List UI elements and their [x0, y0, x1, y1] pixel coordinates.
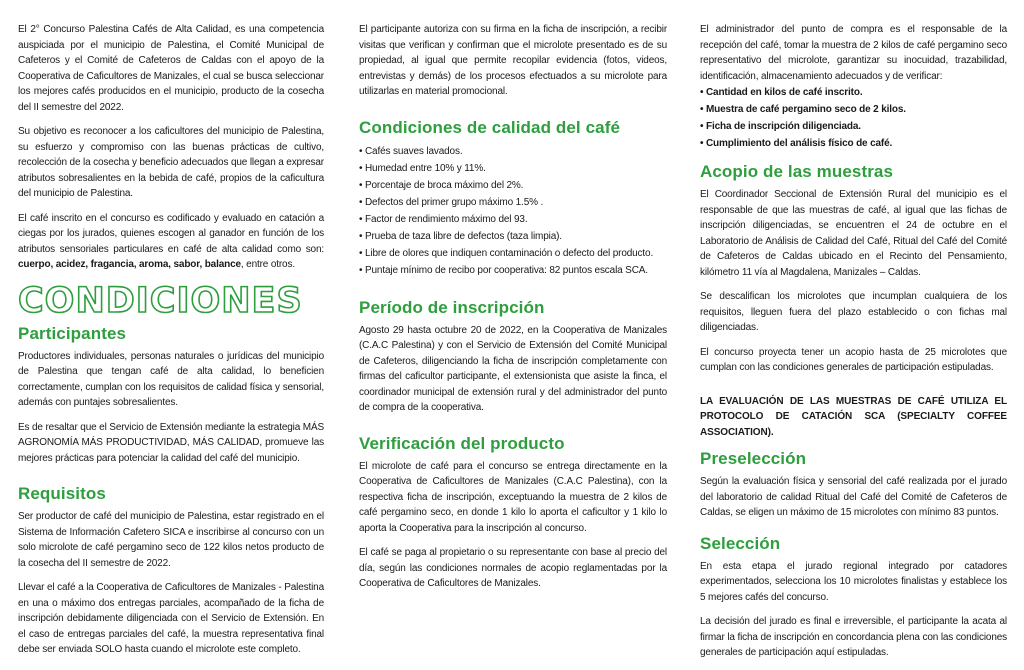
list-item: • Cumplimiento del análisis físico de café. — [700, 135, 1007, 152]
seleccion-heading: Selección — [700, 533, 781, 553]
list-item: • Cafés suaves lavados. — [359, 143, 667, 160]
column-left — [18, 22, 324, 667]
seleccion-paragraph-1: En esta etapa el jurado regional integrado por catadores experimentados, selecciona los 10 microlotes finalistas y establece los 5 mejores cafés del concurso. — [700, 560, 1007, 603]
autorizacion-paragraph: El participante autoriza con su firma en la ficha de inscripción, a recibir visitas que verifican y confirman que el microlote presentado es de su propiedad, al igual que permite recopilar evidencia (fotos, videos, entrevistas y demás) de los procesos efectuados a su microlote para utilizarlas en material promocional. — [359, 24, 667, 97]
list-item: • Ficha de inscripción diligenciada. — [700, 118, 1007, 135]
calidad-heading: Condiciones de calidad del café — [359, 117, 621, 137]
spacer — [359, 425, 667, 434]
preseleccion-paragraph: Según la evaluación física y sensorial del café realizada por el jurado del laboratorio de calidad Ritual del Café del Comité de Cafeteros de Caldas, se eligen un máximo de 15 microlotes con mínimo 83 puntos. — [700, 476, 1007, 518]
seleccion-paragraph-2: La decisión del jurado es final e irreversible, el participante la acata al firmar la ficha de inscripción en concordancia plena con las condiciones generales de participación aquí estipuladas. — [700, 616, 1007, 658]
periodo-heading: Período de inscripción — [359, 297, 545, 317]
list-item: • Libre de olores que indiquen contaminación o defecto del producto. — [359, 245, 667, 262]
list-item: • Puntaje mínimo de recibo por cooperativa: 82 puntos escala SCA. — [359, 262, 667, 279]
list-item: • Factor de rendimiento máximo del 93. — [359, 211, 667, 228]
verificacion-heading: Verificación del producto — [359, 433, 565, 453]
spacer — [700, 440, 1007, 449]
intro-paragraph: El 2° Concurso Palestina Cafés de Alta Calidad, es una competencia auspiciada por el municipio de Palestina, el Comité Municipal de Cafeteros y el Comité de Cafeteros de Caldas con el apoyo de la Cooperativa de Caficultores de Manizales, el cual se busca seleccionar los mejores cafés producidos en el municipio, producto de la cosecha del II semestre del 2022. — [18, 24, 324, 113]
acopio-paragraph-1: El Coordinador Seccional de Extensión Rural del municipio es el responsable de que las muestras de café, al igual que las fichas de inscripción diligenciadas, se encuentren el 24 de octubre en el Laboratorio de Análisis de Calidad del Café, Ritual del Café del Comité de Cafeteros de Caldas ubicado en el Recinto del Pensamiento, kilómetro 11 vía al Magdalena, Manizales – Caldas. — [700, 189, 1007, 278]
calidad-list — [359, 143, 667, 279]
column-middle — [359, 22, 667, 601]
participantes-paragraph-2: Es de resaltar que el Servicio de Extensión mediante la estrategia MÁS AGRONOMÍA MÁS PRODUCTIVIDAD, MÁS CALIDAD, promueve las mejores prácticas para potenciar la calidad del café del municipio. — [18, 421, 324, 464]
administrador-paragraph: El administrador del punto de compra es el responsable de la recepción del café, tomar la muestra de 2 kilos de café pergamino seco representativo del microlote, garantizar su inocuidad, trazabilidad, identificación, almacenamiento adecuados y de verificar: — [700, 24, 1007, 82]
verificar-list — [700, 84, 1007, 152]
preseleccion-heading: Preselección — [700, 449, 807, 468]
acopio-paragraph-2: Se descalifican los microlotes que incumplan cualquiera de los requisitos, lleguen fuera del plazo establecido o con fichas mal diligenciadas. — [700, 291, 1007, 333]
requisitos-heading: Requisitos — [18, 484, 106, 503]
list-item: • Porcentaje de broca máximo del 2%. — [359, 177, 667, 194]
requisitos-paragraph-2: Llevar el café a la Cooperativa de Caficultores de Manizales - Palestina en una o máximo dos entregas parciales, acompañado de la ficha de inscripción debidamente diligenciada con el Servicio de Extensión. En el caso de entregas parciales del café, la muestra representativa final debe ser enviada SOLO hasta cuando el microlote este completo. — [18, 582, 324, 655]
list-item: • Humedad entre 10% y 11%. — [359, 160, 667, 177]
acopio-paragraph-3: El concurso proyecta tener un acopio hasta de 25 microlotes que cumplan con las condiciones generales de participación estipuladas. — [700, 346, 1007, 373]
verificacion-paragraph-2: El café se paga al propietario o su representante con base al precio del día, según las condiciones normales de acopio reglamentadas por la Cooperativa de Caficultores de Manizales. — [359, 547, 667, 589]
objective-paragraph: Su objetivo es reconocer a los caficultores del municipio de Palestina, su esfuerzo y compromiso con las buenas prácticas de cultivo, recolección de la cosecha y beneficio adecuados que llegan a expresar atributos sobresalientes en la bebida de café, propios de la caficultura del municipio de Palestina. — [18, 126, 324, 199]
attributes-bold: cuerpo, acidez, fragancia, aroma, sabor, balance — [18, 259, 241, 270]
column-right — [700, 22, 1007, 670]
list-item: • Defectos del primer grupo máximo 1.5% . — [359, 194, 667, 211]
evaluation-end: , entre otros. — [240, 259, 295, 270]
spacer — [700, 385, 1007, 394]
list-item: • Prueba de taza libre de defectos (taza limpia). — [359, 228, 667, 245]
spacer — [359, 289, 667, 298]
periodo-paragraph: Agosto 29 hasta octubre 20 de 2022, en la Cooperativa de Manizales (C.A.C Palestina) y con el Servicio de Extensión del Comité Municipal de Cafeteros, diligenciando la ficha de inscripción completamente con firmas del caficultor participante, el extensionista que asiste la finca, el coordinador municipal de extensión rural y del administrador del punto de compra de la cooperativa. — [359, 324, 667, 413]
condiciones-title: CONDICIONES — [18, 280, 303, 321]
acopio-heading: Acopio de las muestras — [700, 162, 894, 181]
requisitos-paragraph-1: Ser productor de café del municipio de Palestina, estar registrado en el Sistema de Información Cafetero SICA e inscribirse al concurso con un solo microlote de café pergamino seco de 122 kilos netos producto de la cosecha del II semestre de 2022. — [18, 511, 324, 569]
spacer — [18, 475, 324, 484]
list-item: • Cantidad en kilos de café inscrito. — [700, 84, 1007, 101]
list-item: • Muestra de café pergamino seco de 2 kilos. — [700, 101, 1007, 118]
evaluation-text: El café inscrito en el concurso es codificado y evaluado en catación a ciegas por los jurados, quienes escogen al ganador en función de los atributos sensoriales particulares en café de alta calidad como son: — [18, 212, 324, 255]
protocolo-notice: LA EVALUACIÓN DE LAS MUESTRAS DE CAFÉ UTILIZA EL PROTOCOLO DE CATACIÓN SCA (SPECIALTY COFFEE ASSOCIATION). — [700, 395, 1007, 438]
verificacion-paragraph-1: El microlote de café para el concurso se entrega directamente en la Cooperativa de Caficultores de Manizales (C.A.C Palestina), con la respectiva ficha de inscripción, exceptuando la muestra de 2 kilos de café pergamino seco, en donde 1 kilo lo aporta el caficultor y 1 kilo lo aporta la Cooperativa para la inscripción al concurso. — [359, 460, 667, 534]
spacer — [359, 109, 667, 118]
participantes-heading: Participantes — [18, 323, 127, 343]
evaluation-paragraph — [18, 211, 324, 273]
participantes-paragraph-1: Productores individuales, personas naturales o jurídicas del municipio de Palestina que tengan café de alta calidad, lo beneficien correctamente, cumplan con los requisitos de calidad física y sensorial, además con puntajes sobresalientes. — [18, 350, 324, 408]
